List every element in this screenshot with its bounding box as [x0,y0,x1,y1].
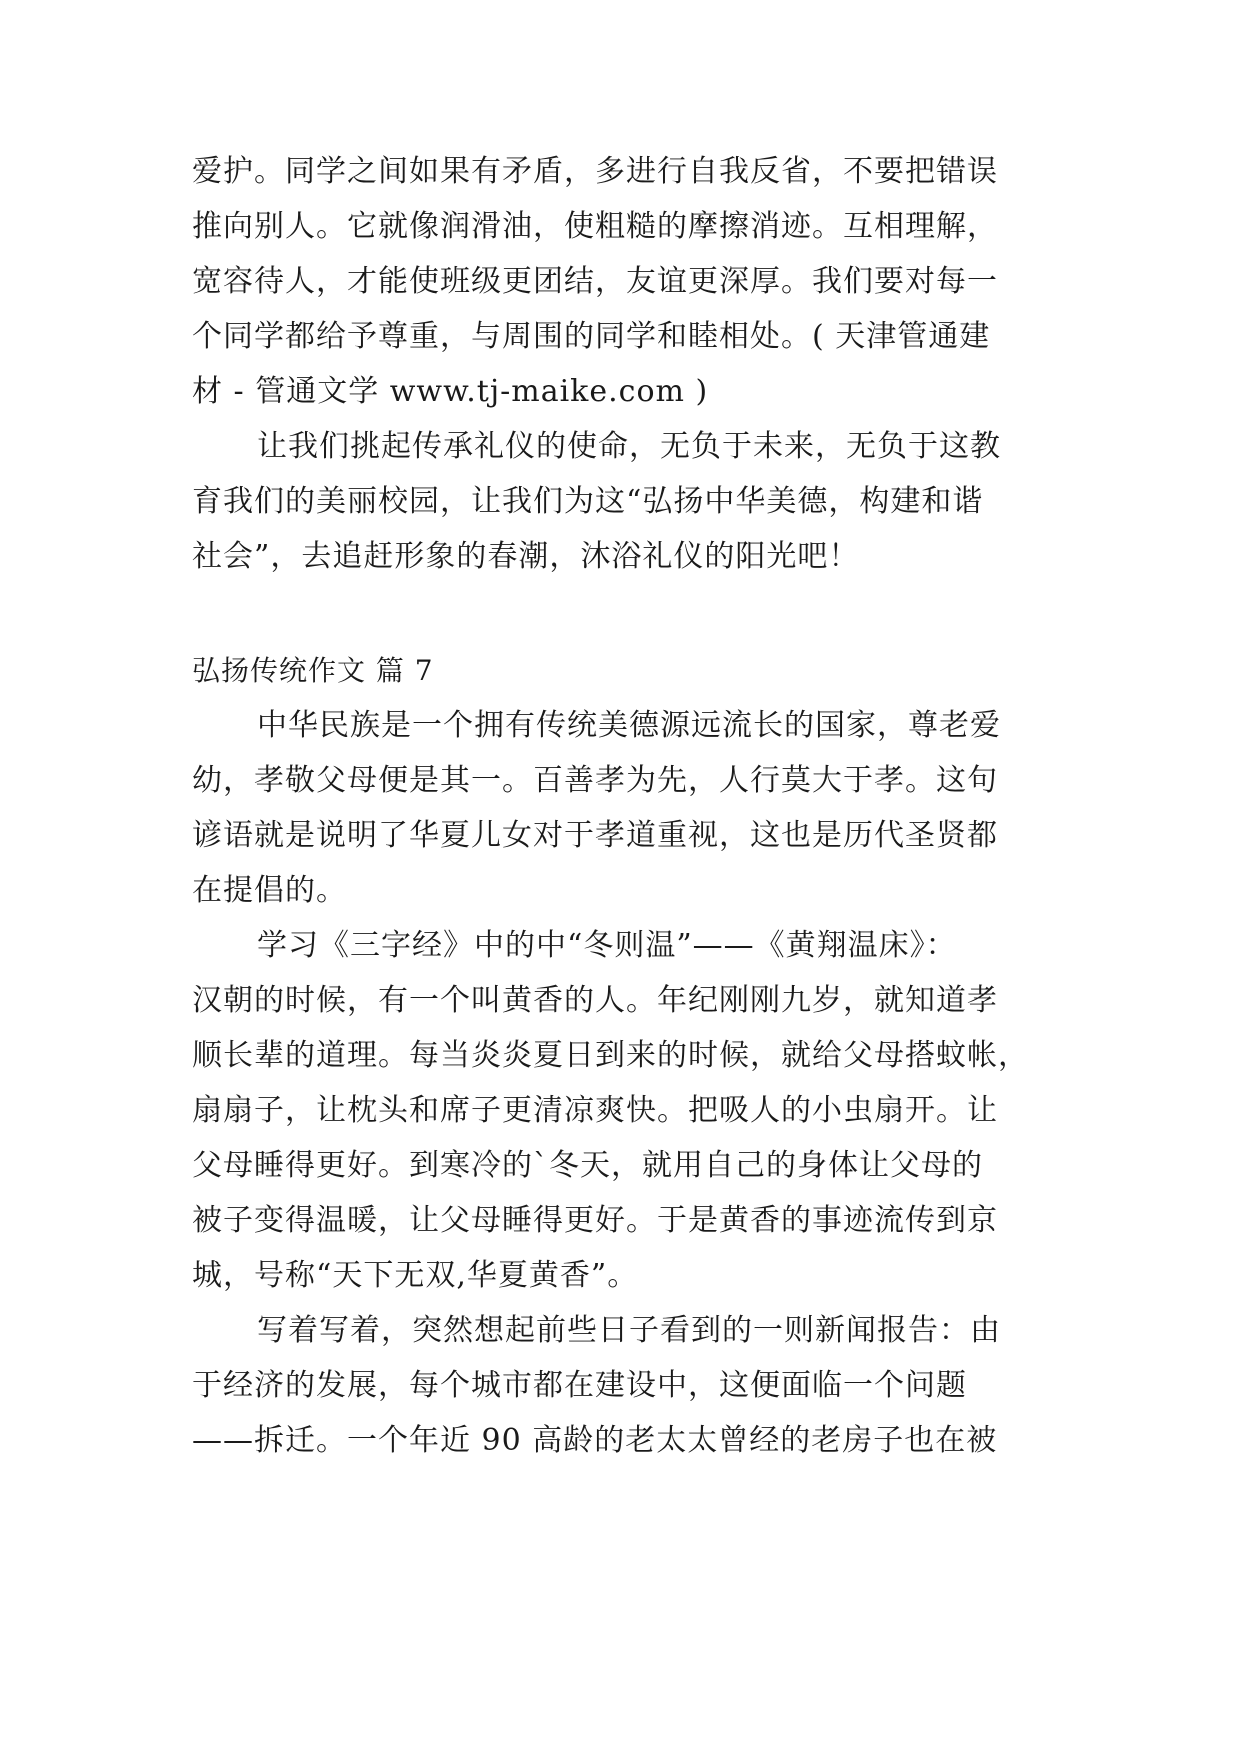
section-heading: 弘扬传统作文 篇 7 [192,654,434,687]
text-line: 爱护。同学之间如果有矛盾，多进行自我反省，不要把错误 [192,154,998,189]
text-line: 中华民族是一个拥有传统美德源远流长的国家，尊老爱 [257,708,1001,743]
text-line: 材 - 管通文学 www.tj-maike.com ) [192,374,709,409]
text-line: 父母睡得更好。到寒冷的`冬天，就用自己的身体让父母的 [192,1148,983,1183]
text-line: 于经济的发展，每个城市都在建设中，这便面临一个问题 [192,1368,967,1403]
text-line: 在提倡的。 [192,873,347,908]
text-line: 被子变得温暖，让父母睡得更好。于是黄香的事迹流传到京 [192,1203,998,1238]
text-line: 个同学都给予尊重，与周围的同学和睦相处。( 天津管通建 [192,319,991,354]
text-line: 宽容待人，才能使班级更团结，友谊更深厚。我们要对每一 [192,264,998,299]
text-line: 扇扇子，让枕头和席子更清凉爽快。把吸人的小虫扇开。让 [192,1093,998,1128]
text-line: 幼，孝敬父母便是其一。百善孝为先，人行莫大于孝。这句 [192,763,998,798]
text-line: 学习《三字经》中的中“冬则温”——《黄翔温床》： [257,928,957,963]
text-line: 让我们挑起传承礼仪的使命，无负于未来，无负于这教 [257,429,1001,464]
text-line: 谚语就是说明了华夏儿女对于孝道重视，这也是历代圣贤都 [192,818,998,853]
text-line: ——拆迁。一个年近 90 高龄的老太太曾经的老房子也在被 [192,1423,998,1458]
text-line: 育我们的美丽校园，让我们为这“弘扬中华美德，构建和谐 [192,484,984,519]
text-line: 社会”，去追赶形象的春潮，沐浴礼仪的阳光吧！ [192,539,860,574]
text-line: 写着写着，突然想起前些日子看到的一则新闻报告：由 [257,1313,1001,1348]
text-line: 推向别人。它就像润滑油，使粗糙的摩擦消迹。互相理解， [192,209,998,244]
text-line: 汉朝的时候，有一个叫黄香的人。年纪刚刚九岁，就知道孝 [192,983,998,1018]
text-line: 顺长辈的道理。每当炎炎夏日到来的时候，就给父母搭蚊帐， [192,1038,1029,1073]
text-line: 城，号称“天下无双,华夏黄香”。 [192,1258,639,1293]
